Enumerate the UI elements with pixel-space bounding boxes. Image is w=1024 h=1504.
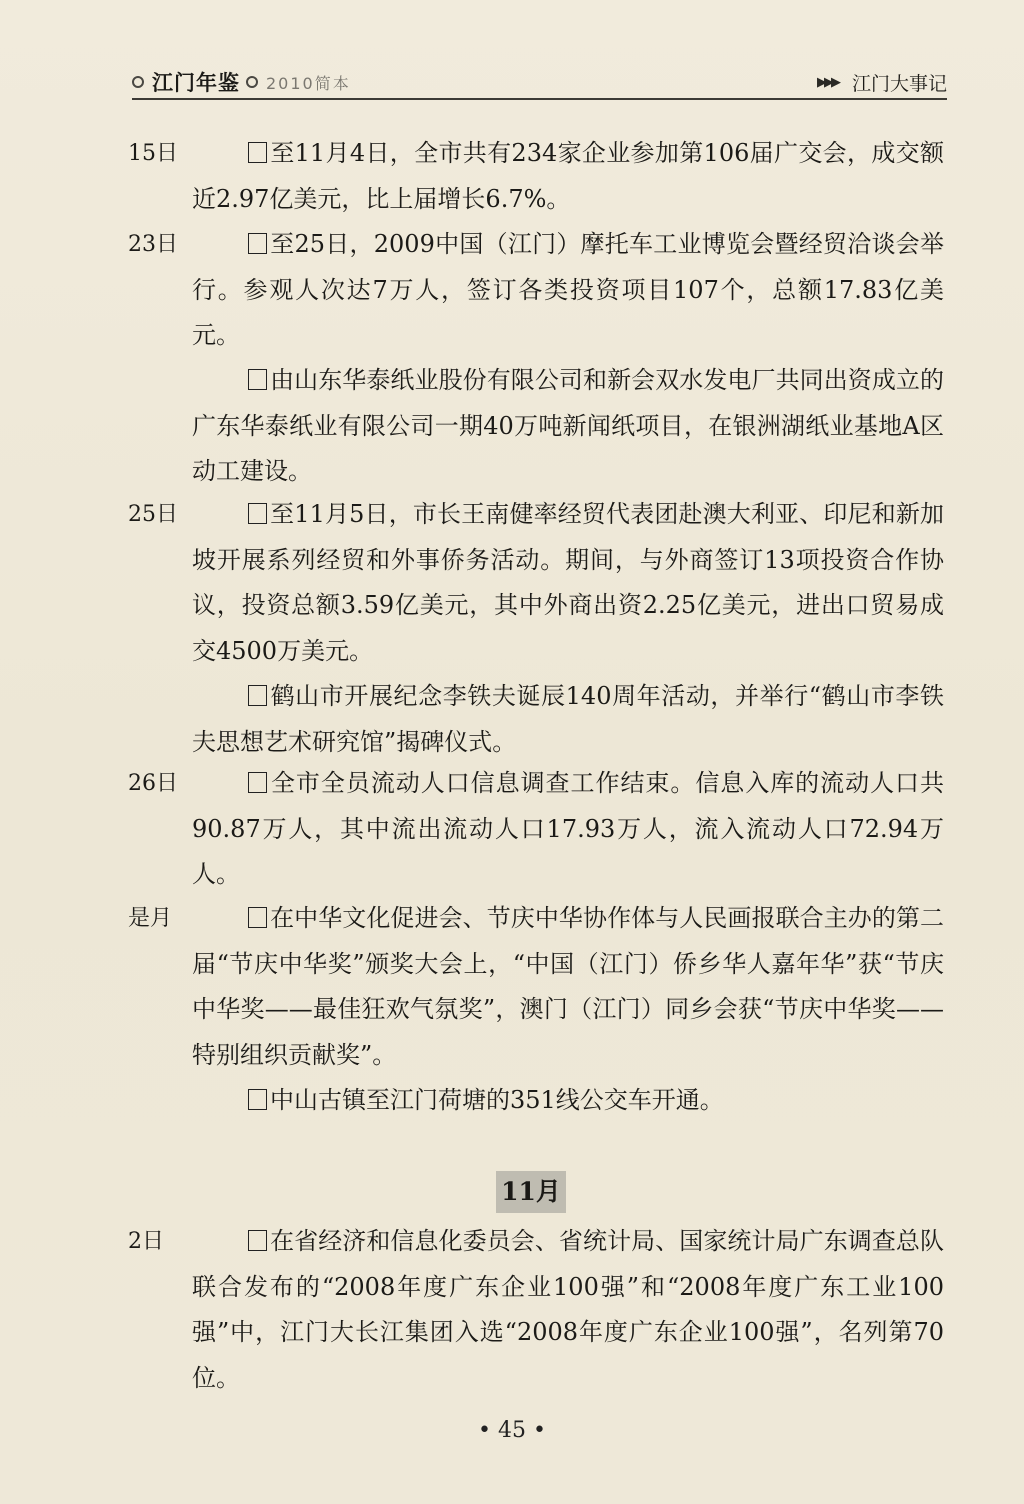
entry-paragraph: 至11月4日，全市共有234家企业参加第106届广交会，成交额近2.97亿美元，比上届增长6.7%。 (192, 139, 944, 213)
bullet-icon (246, 76, 258, 88)
edition-label: 2010简本 (266, 73, 351, 93)
month-heading-wrap (496, 1171, 566, 1213)
entry-date: 25日 (128, 502, 178, 527)
checkbox-square-icon (248, 1230, 267, 1251)
checkbox-square-icon (248, 503, 267, 524)
entry-date: 2日 (128, 1229, 164, 1254)
entry-paragraph: 至25日，2009中国（江门）摩托车工业博览会暨经贸洽谈会举行。参观人次达7万人，签订各类投资项目107个，总额17.83亿美元。 (192, 230, 944, 349)
bullet-icon (132, 76, 144, 88)
entry-date: 是月 (128, 906, 173, 931)
entry-paragraph: 由山东华泰纸业股份有限公司和新会双水发电厂共同出资成立的广东华泰纸业有限公司一期40万吨新闻纸项目，在银洲湖纸业基地A区动工建设。 (192, 366, 944, 485)
entry-date: 26日 (128, 771, 178, 796)
entry-paragraph: 在中华文化促进会、节庆中华协作体与人民画报联合主办的第二届“节庆中华奖”颁奖大会上，“中国（江门）侨乡华人嘉年华”获“节庆中华奖——最佳狂欢气氛奖”，澳门（江门）同乡会获“节庆中华奖——特别组织贡献奖”。 (192, 904, 944, 1069)
entry-paragraph: 至11月5日，市长王南健率经贸代表团赴澳大利亚、印尼和新加坡开展系列经贸和外事侨务活动。期间，与外商签订13项投资合作协议，投资总额3.59亿美元，其中外商出资2.25亿美元，进出口贸易成交4500万美元。 (192, 500, 944, 665)
checkbox-square-icon (248, 369, 267, 390)
entry-date: 15日 (128, 141, 178, 166)
checkbox-square-icon (248, 233, 267, 254)
running-header (132, 64, 947, 100)
entry-paragraph: 在省经济和信息化委员会、省统计局、国家统计局广东调查总队联合发布的“2008年度广东企业100强”和“2008年度广东工业100强”中，江门大长江集团入选“2008年度广东企业100强”，名列第70位。 (192, 1227, 944, 1392)
entry-paragraph: 鹤山市开展纪念李铁夫诞辰140周年活动，并举行“鹤山市李铁夫思想艺术研究馆”揭碑仪式。 (192, 682, 944, 756)
checkbox-square-icon (248, 1089, 267, 1110)
section-title: 江门大事记 (851, 72, 947, 95)
entry-paragraph: 全市全员流动人口信息调查工作结束。信息入库的流动人口共90.87万人，其中流出流动人口17.93万人，流入流动人口72.94万人。 (192, 769, 944, 888)
checkbox-square-icon (248, 907, 267, 928)
header-left (132, 68, 351, 96)
checkbox-square-icon (248, 142, 267, 163)
entry-paragraph: 中山古镇至江门荷塘的351线公交车开通。 (192, 1078, 944, 1124)
page-number: • 45 • (478, 1418, 546, 1443)
header-right (817, 68, 947, 96)
checkbox-square-icon (248, 685, 267, 706)
checkbox-square-icon (248, 772, 267, 793)
book-title: 江门年鉴 (152, 70, 240, 95)
month-heading: 11月 (496, 1171, 566, 1213)
triple-arrow-icon: ▶▶▶ (816, 74, 838, 90)
entry-date: 23日 (128, 232, 178, 257)
